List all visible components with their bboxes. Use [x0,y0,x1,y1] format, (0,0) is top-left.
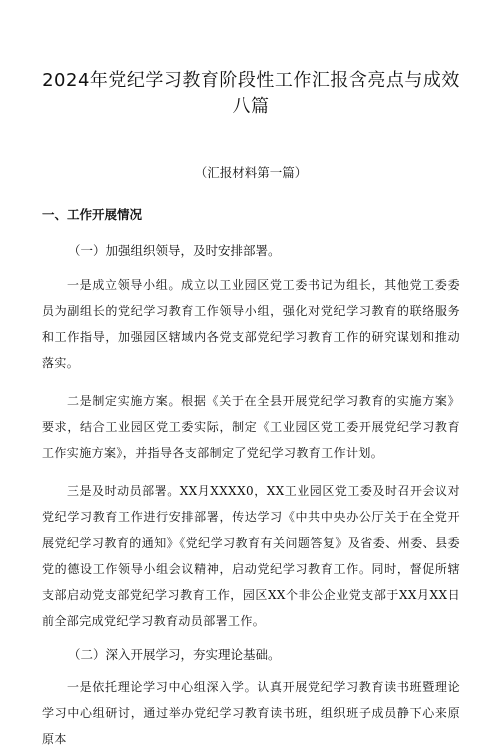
subsection-heading-2: （二）深入开展学习，夯实理论基础。 [68,647,281,662]
paragraph-3: 三是及时动员部署。XX月XXXX0，XX工业园区党工委及时召开会议对党纪学习教育工作进行安排部署，传达学习《中共中央办公厅关于在全党开展党纪学习教育的通知》《党纪学习教育有关问题答复》及省委、州委、县委党的德设工作领导小组会议精神，启动党纪学习教育工作。同时，督促所辖支部启动党支部党纪学习教育工作，园区XX个非公企业党支部于XX月XX日前全部完成党纪学习教育动员部署工作。 [42,484,460,628]
paragraph-1: 一是成立领导小组。成立以工业园区党工委书记为组长，其他党工委委员为副组长的党纪学习教育工作领导小组，强化对党纪学习教育的联络服务和工作指导，加强园区辖域内各党支部党纪学习教育工作的研究谋划和推动落实。 [42,278,460,370]
subsection-heading-1: （一）加强组织领导，及时安排部署。 [68,243,281,258]
section-heading-1: 一、工作开展情况 [42,207,143,222]
title-line-1: 2024年党纪学习教育阶段性工作汇报含亮点与成效 [42,70,460,91]
paragraph-4: 一是依托理论学习中心组深入学。认真开展党纪学习教育读书班暨理论学习中心组研讨，通过举办党纪学习教育读书班，组织班子成员静下心来原原本 [42,680,460,746]
document-subtitle: （汇报材料第一篇） [194,165,308,180]
paragraph-2: 二是制定实施方案。根据《关于在全县开展党纪学习教育的实施方案》要求，结合工业园区党工委实际，制定《工业园区党工委开展党纪学习教育工作实施方案》，并指导各支部制定了党纪学习教育工作计划。 [42,394,460,460]
document-title [42,0,460,120]
title-line-2: 八篇 [232,96,270,117]
